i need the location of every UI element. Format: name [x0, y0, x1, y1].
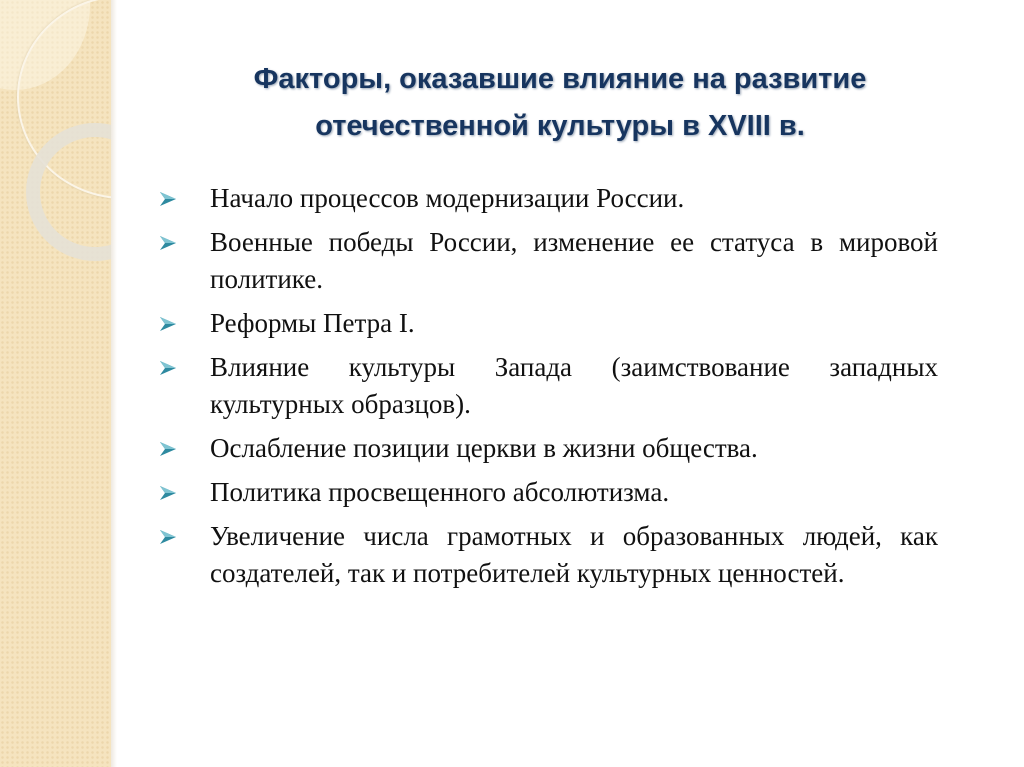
- list-item: [160, 474, 938, 511]
- list-item: [160, 224, 938, 298]
- decorative-side-panel: [0, 0, 113, 767]
- slide-title: [150, 56, 970, 150]
- item-text: Влияние культуры Запада (заимствование западных культурных образцов).: [210, 352, 938, 419]
- item-text: Реформы Петра I.: [210, 308, 415, 338]
- arrow-bullet-icon: [160, 442, 176, 456]
- title-line-2: отечественной культуры в XVIII в.: [315, 110, 805, 142]
- arrow-bullet-icon: [160, 236, 176, 250]
- item-text: Военные победы России, изменение ее статуса в мировой политике.: [210, 227, 938, 294]
- list-item: [160, 349, 938, 423]
- arrow-bullet-icon: [160, 192, 176, 206]
- arrow-bullet-icon: [160, 486, 176, 500]
- list-item: [160, 518, 938, 592]
- bullet-list: [160, 180, 938, 599]
- list-item: [160, 180, 938, 217]
- item-text: Политика просвещенного абсолютизма.: [210, 477, 670, 507]
- title-line-1: Факторы, оказавшие влияние на развитие: [253, 63, 867, 95]
- arrow-bullet-icon: [160, 530, 176, 544]
- list-item: [160, 430, 938, 467]
- arrow-bullet-icon: [160, 361, 176, 375]
- arrow-bullet-icon: [160, 317, 176, 331]
- item-text: Увеличение числа грамотных и образованных людей, как создателей, так и потребителей культурных ценностей.: [210, 521, 938, 588]
- item-text: Начало процессов модернизации России.: [210, 183, 685, 213]
- item-text: Ослабление позиции церкви в жизни общества.: [210, 433, 758, 463]
- list-item: [160, 305, 938, 342]
